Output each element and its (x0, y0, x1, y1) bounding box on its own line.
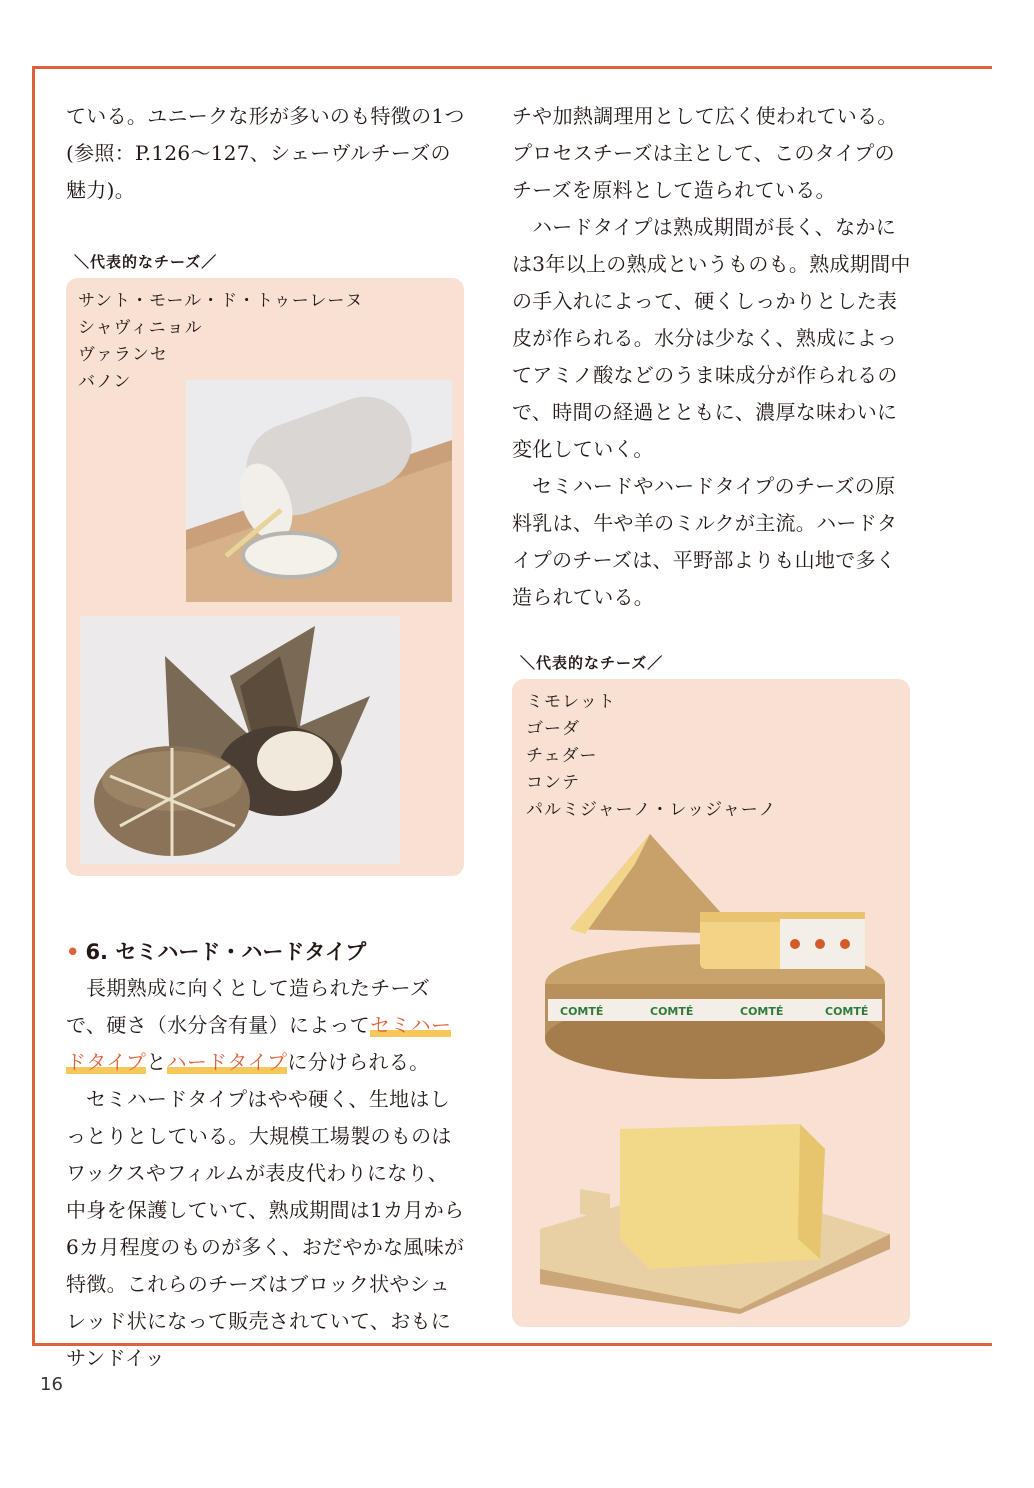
list-item: パルミジャーノ・レッジャーノ (526, 800, 777, 820)
section-heading (66, 936, 466, 966)
list-item: ゴーダ (526, 719, 580, 739)
hard-cheese-box (512, 679, 910, 1327)
list-item: チェダー (526, 746, 598, 766)
hard-cheese-list (526, 689, 776, 824)
list-item: シャヴィニョル (78, 318, 203, 338)
list-item: ミモレット (526, 692, 616, 712)
heading-bullet: • (66, 940, 80, 964)
comte-photo (540, 834, 890, 1079)
right-paragraph-2: ハードタイプは熟成期間が長く、なかには3年以上の熟成というものも。熟成期間中の手入れによって、硬くしっかりとした表皮が作られる。水分は少なく、熟成によってアミノ酸などのうま味成分が作られるので、時間の経過とともに、濃厚な味わいに変化していく。 (512, 215, 911, 461)
right-paragraph-1: チや加熱調理用として広く使われている。プロセスチーズは主として、このタイプのチーズを原料として造られている。 (512, 104, 898, 202)
text-run: と (146, 1050, 167, 1074)
frame-left-rule (32, 66, 35, 1346)
list-item: コンテ (526, 773, 580, 793)
comte-illustration (540, 834, 890, 1079)
sainte-maure-photo (186, 380, 452, 602)
section-heading-text: 6. セミハード・ハードタイプ (85, 940, 367, 964)
left-column (66, 98, 466, 1377)
intro-paragraph: ている。ユニークな形が多いのも特徴の1つ(参照：P.126〜127、シェーヴルチーズの魅力)。 (66, 104, 465, 202)
cheddar-illustration (540, 1119, 890, 1314)
comte-band-text: COMTÉ (650, 1005, 694, 1018)
sainte-maure-illustration (186, 380, 452, 602)
highlight-semihard: セミハードタイプ (66, 1013, 452, 1074)
frame-top-rule (32, 66, 992, 69)
text-run: に分けられる。 (287, 1050, 430, 1074)
section-paragraph-1 (66, 970, 466, 1081)
comte-band-text: COMTÉ (825, 1005, 869, 1018)
chevre-cheese-box (66, 278, 464, 876)
list-item: ヴァランセ (78, 345, 168, 365)
comte-band-text: COMTÉ (560, 1005, 604, 1018)
right-column (512, 98, 912, 1327)
page-number: 16 (40, 1374, 63, 1395)
right-paragraph-3: セミハードやハードタイプのチーズの原料乳は、牛や羊のミルクが主流。ハードタイプのチーズは、平野部よりも山地で多く造られている。 (512, 474, 898, 609)
banon-illustration (80, 616, 400, 864)
list-item: サント・モール・ド・トゥーレーヌ (78, 291, 364, 311)
representative-cheese-label: ＼代表的なチーズ／ (520, 654, 664, 672)
banon-photo (80, 616, 400, 864)
section-paragraph-2: セミハードタイプはやや硬く、生地はしっとりとしている。大規模工場製のものはワックスやフィルムが表皮代わりになり、中身を保護していて、熟成期間は1カ月から6カ月程度のものが多く、おだやかな風味が特徴。これらのチーズはブロック状やシュレッド状になって販売されていて、おもにサンドイッ (66, 1087, 465, 1370)
list-item: バノン (78, 372, 132, 392)
representative-cheese-label: ＼代表的なチーズ／ (74, 253, 218, 271)
highlight-hard: ハードタイプ (166, 1050, 288, 1074)
comte-band-text: COMTÉ (740, 1005, 784, 1018)
cheddar-photo (540, 1119, 890, 1314)
text-run: 長期熟成に向くとして造られたチーズで、硬さ（水分含有量）によって (66, 976, 431, 1037)
